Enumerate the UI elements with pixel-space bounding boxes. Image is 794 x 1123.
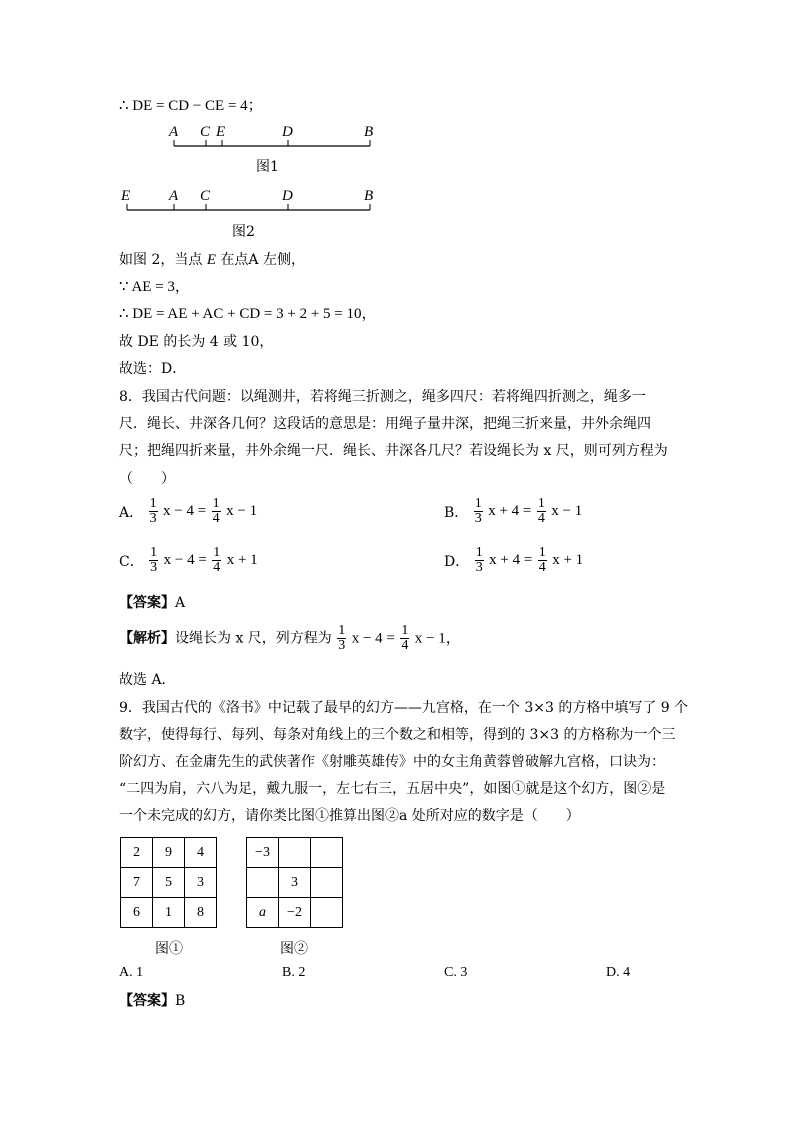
fig2-intro-rest: 在点A 左侧，	[220, 252, 305, 268]
fig2-label-b: B	[364, 188, 374, 204]
q9-option-a[interactable]: A. 1	[119, 965, 144, 980]
q9-option-c[interactable]: C. 3	[444, 965, 468, 980]
derivation-de-10: ∴ DE = AE + AC + CD = 3 + 2 + 5 = 10，	[119, 306, 377, 322]
q9-line-5: 一个未完成的幻方，请你类比图①推算出图②a 处所对应的数字是（ ）	[119, 808, 580, 824]
magic-square-1: 2 9 4 7 5 3 6 1 8	[120, 837, 217, 928]
q9-option-d[interactable]: D. 4	[606, 965, 631, 980]
fig1-caption: 图1	[256, 159, 279, 175]
q8-option-c[interactable]: C． $\frac{1}{3}$ x − 4 = $\frac{1}{4}$ x + 1	[119, 545, 258, 575]
conclusion-line: 故 DE 的长为 4 或 10，	[119, 334, 274, 350]
fig1-label-a: A	[169, 124, 179, 140]
fig2-label-c: C	[200, 188, 211, 204]
derivation-de: ∴ DE = CD − CE = 4；	[119, 98, 263, 114]
fig1-label-b: B	[364, 124, 374, 140]
fig2-intro-e: E	[206, 252, 216, 268]
q8-line-1: 8．我国古代问题：以绳测井，若将绳三折测之，绳多四尺：若将绳四折测之，绳多一	[119, 389, 646, 405]
q9-option-b[interactable]: B. 2	[282, 965, 306, 980]
q9-line-2: 数字，使得每行、每列、每条对角线上的三个数之和相等，得到的 3×3 的方格称为一个三	[119, 727, 676, 743]
fig2-label-e: E	[121, 188, 131, 204]
q8-answer-tag: 【答案】	[119, 595, 175, 611]
q9-answer-tag: 【答案】	[119, 993, 175, 1009]
q8-answer-value: A	[175, 595, 186, 611]
fig1-label-e: E	[216, 124, 226, 140]
q8-line-2: 尺．绳长、井深各几何？这段话的意思是：用绳子量井深，把绳三折来量，井外余绳四	[119, 416, 651, 432]
fig1-label-d: D	[282, 124, 293, 140]
magic-square-2-caption: 图②	[280, 941, 308, 957]
q8-line-3: 尺；把绳四折来量，井外余绳一尺．绳长、井深各几尺？若设绳长为 x 尺，则可列方程为	[119, 443, 668, 459]
q8-option-a[interactable]: A． $\frac{1}{3}$ x − 4 = $\frac{1}{4}$ x − 1	[119, 496, 258, 526]
fig2-intro-text: 如图 2，当点	[119, 252, 203, 268]
q8-answer	[119, 594, 185, 612]
q8-analysis-text: 设绳长为 x 尺，列方程为	[175, 630, 332, 647]
q8-option-d[interactable]: D． $\frac{1}{3}$ x + 4 = $\frac{1}{4}$ x + 1	[444, 545, 584, 575]
q8-choose: 故选 A．	[119, 672, 176, 688]
q8-analysis: 【解析】设绳长为 x 尺，列方程为 $\frac{1}{3}$ x − 4 = $\frac{1}{4}$ x − 1，	[119, 623, 461, 653]
fig2-label-a: A	[169, 188, 179, 204]
fig1-label-c: C	[200, 124, 211, 140]
q8-analysis-tag: 【解析】	[119, 630, 175, 647]
q9-line-1: 9．我国古代的《洛书》中记载了最早的幻方——九宫格，在一个 3×3 的方格中填写了 9 个	[119, 700, 689, 716]
magic-square-2: −3 3 a −2	[246, 837, 343, 928]
choose-d-line: 故选：D．	[119, 361, 187, 377]
q9-answer	[119, 992, 185, 1010]
q9-answer-value: B	[175, 993, 186, 1009]
q8-line-4: （ ）	[119, 471, 175, 487]
given-ae: ∵ AE = 3，	[119, 279, 190, 295]
fig2-label-d: D	[282, 188, 293, 204]
fig2-intro	[119, 251, 305, 269]
magic-square-1-caption: 图①	[155, 941, 183, 957]
q9-line-4: “二四为肩，六八为足，戴九服一，左七右三，五居中央”，如图①就是这个幻方，图②是	[119, 781, 666, 797]
q8-option-b[interactable]: B． $\frac{1}{3}$ x + 4 = $\frac{1}{4}$ x − 1	[444, 496, 583, 526]
q9-line-3: 阶幻方、在金庸先生的武侠著作《射雕英雄传》中的女主角黄蓉曾破解九宫格，口诀为：	[119, 754, 665, 770]
fig2-caption: 图2	[232, 224, 255, 240]
figure-2-segment	[115, 186, 390, 226]
